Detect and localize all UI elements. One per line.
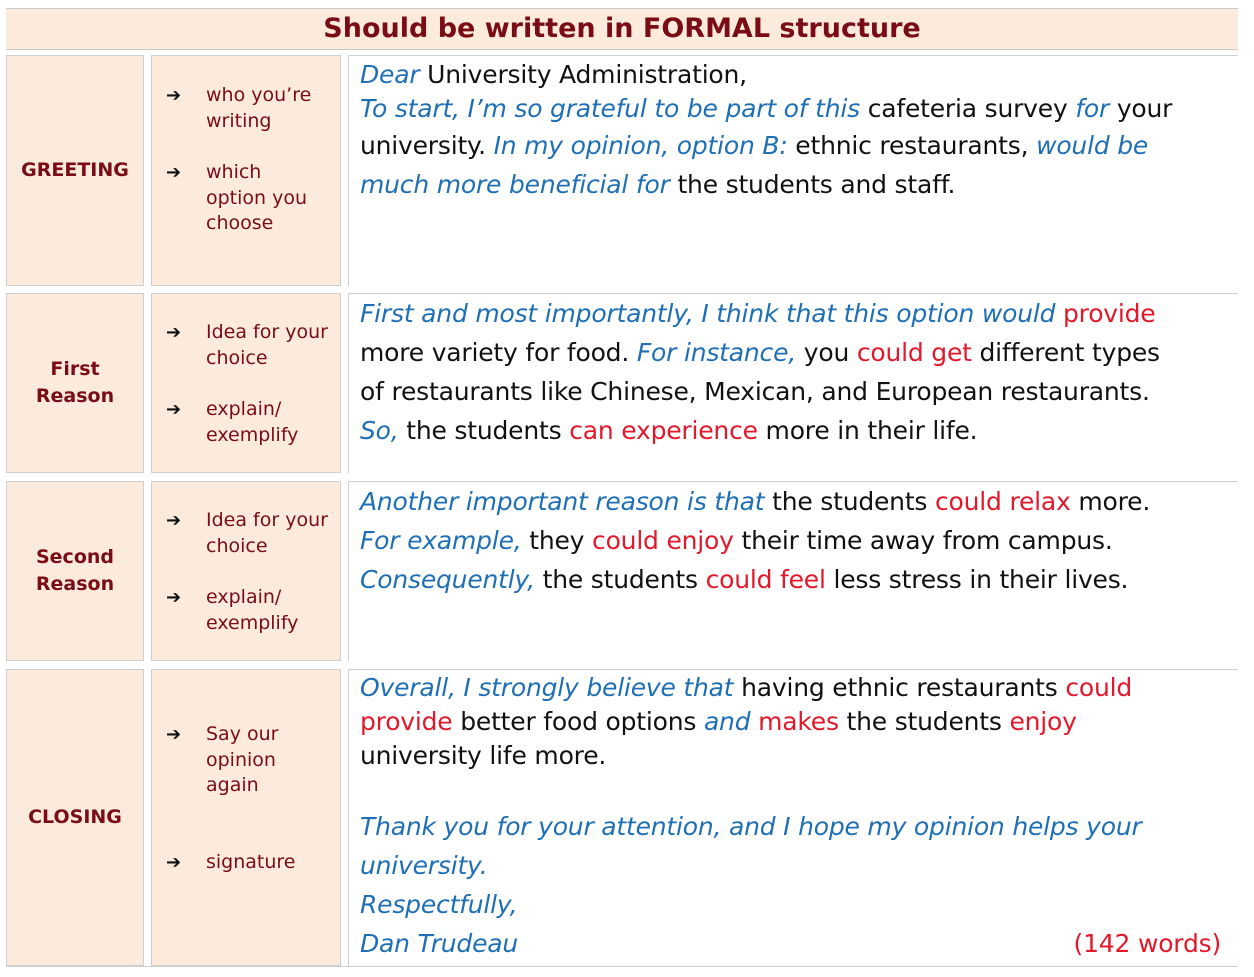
second-reason-paragraph [348, 481, 1238, 661]
text-line: much more beneficial for the students and staff. [360, 170, 956, 199]
row-label-greeting [6, 55, 144, 286]
text-line: Respectfully, [360, 890, 518, 919]
guide-item [166, 160, 326, 237]
guide-text: who you’re writing [206, 84, 312, 132]
guide-item [166, 850, 316, 876]
row-label-text: CLOSING [28, 806, 122, 828]
row-label-second-reason [6, 481, 144, 661]
guide-cell-closing [151, 669, 341, 966]
text-line: university. [360, 851, 488, 880]
guide-text: Say our opinion again [206, 723, 279, 796]
text-line: more variety for food. For instance, you could get different types [360, 338, 1160, 367]
row-label-first-reason [6, 293, 144, 473]
text-line: For example, they could enjoy their time away from campus. [360, 526, 1113, 555]
text-line: Another important reason is that the students could relax more. [360, 487, 1151, 516]
guide-item [166, 83, 331, 134]
text-line: So, the students can experience more in their life. [360, 416, 978, 445]
text-line: To start, I’m so grateful to be part of this cafeteria survey for your [360, 94, 1173, 123]
row-label-text: Second Reason [35, 546, 115, 595]
guide-cell-first-reason [151, 293, 341, 473]
text-line: university life more. [360, 741, 607, 770]
guide-text: signature [206, 851, 296, 873]
arrow-right-icon: ➔ [166, 162, 182, 183]
text-line: Consequently, the students could feel less stress in their lives. [360, 565, 1129, 594]
signature-line [360, 924, 1238, 963]
first-reason-paragraph [348, 293, 1238, 473]
signature: Dan Trudeau [360, 929, 519, 958]
page-title: Should be written in FORMAL structure [6, 8, 1238, 50]
table-bottom-border [6, 966, 1238, 967]
row-label-closing [6, 669, 144, 966]
arrow-right-icon: ➔ [166, 322, 182, 343]
greeting-paragraph [348, 55, 1238, 286]
text-line: Overall, I strongly believe that having ethnic restaurants could [360, 673, 1133, 702]
guide-item [166, 320, 336, 371]
text-line: of restaurants like Chinese, Mexican, and European restaurants. [360, 377, 1150, 406]
arrow-right-icon: ➔ [166, 510, 182, 531]
text-line: First and most importantly, I think that this option would provide [360, 299, 1156, 328]
text-line: Thank you for your attention, and I hope my opinion helps your [360, 812, 1142, 841]
guide-item [166, 508, 336, 559]
text-line: university. In my opinion, option B: ethnic restaurants, would be [360, 131, 1149, 160]
arrow-right-icon: ➔ [166, 724, 182, 745]
row-label-text: GREETING [21, 159, 129, 181]
closing-paragraph [348, 669, 1238, 966]
arrow-right-icon: ➔ [166, 399, 182, 420]
guide-item [166, 722, 296, 799]
text-line: provide better food options and makes the students enjoy [360, 707, 1077, 736]
arrow-right-icon: ➔ [166, 587, 182, 608]
guide-item [166, 585, 306, 636]
word-count: (142 words) [1073, 929, 1221, 958]
guide-text: Idea for your choice [206, 509, 328, 557]
arrow-right-icon: ➔ [166, 852, 182, 873]
guide-item [166, 397, 306, 448]
row-label-text: First Reason [35, 358, 115, 407]
guide-text: which option you choose [206, 161, 308, 234]
guide-text: explain/ exemplify [206, 398, 299, 446]
arrow-right-icon: ➔ [166, 85, 182, 106]
guide-text: Idea for your choice [206, 321, 328, 369]
guide-text: explain/ exemplify [206, 586, 299, 634]
text-line: Dear University Administration, [360, 60, 747, 89]
guide-cell-greeting [151, 55, 341, 286]
guide-cell-second-reason [151, 481, 341, 661]
